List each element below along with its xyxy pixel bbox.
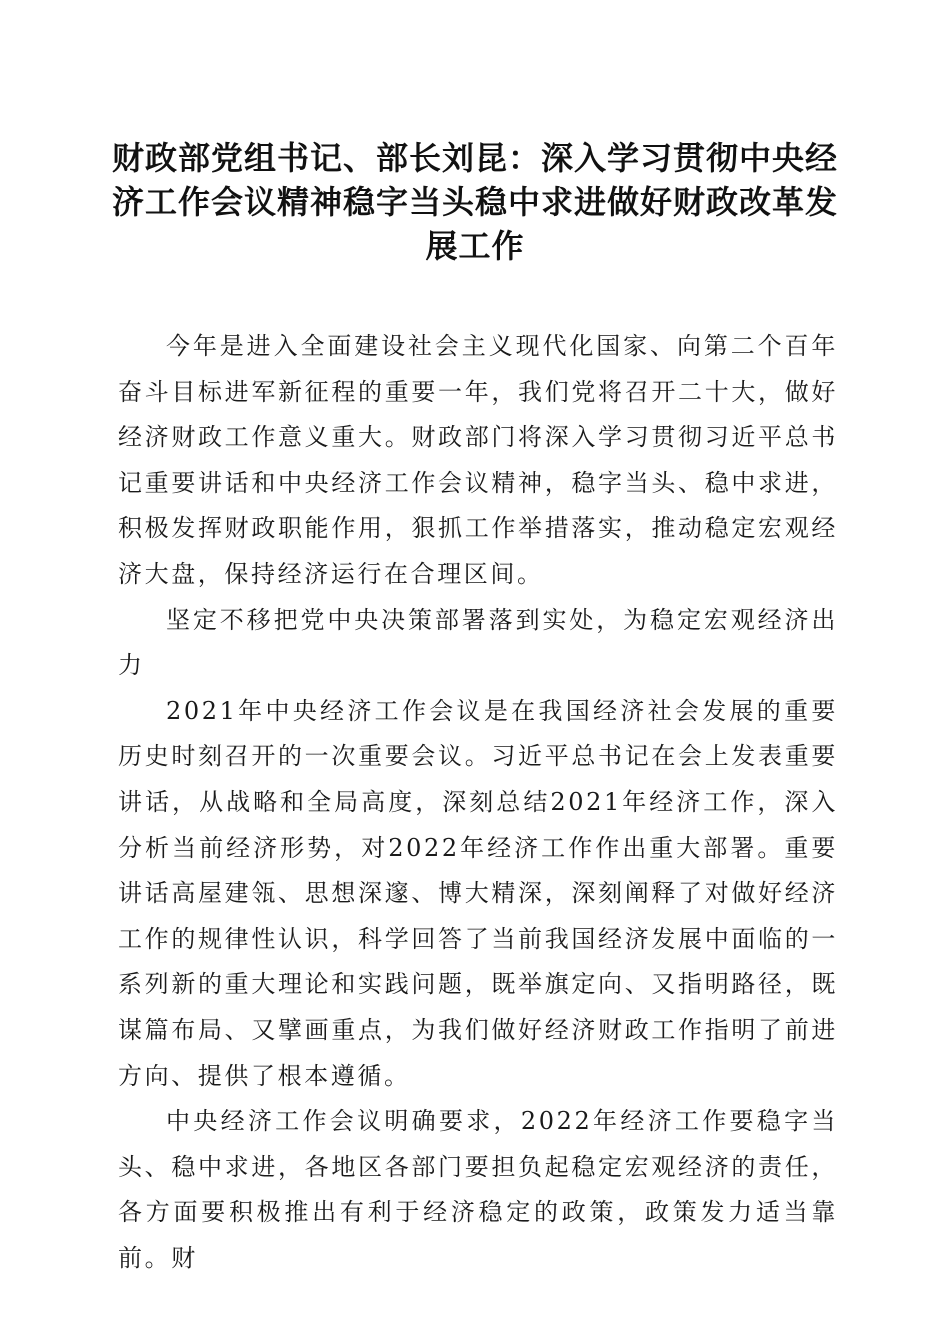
document-body [118,324,838,1281]
paragraph-conference: 2021年中央经济工作会议是在我国经济社会发展的重要历史时刻召开的一次重要会议。习近平总书记在会上发表重要讲话，从战略和全局高度，深刻总结2021年经济工作，深入分析当前经济形势，对2022年经济工作作出重大部署。重要讲话高屋建瓴、思想深邃、博大精深，深刻阐释了对做好经济工作的规律性认识，科学回答了当前我国经济发展中面临的一系列新的重大理论和实践问题，既举旗定向、又指明路径，既谋篇布局、又擘画重点，为我们做好经济财政工作指明了前进方向、提供了根本遵循。 [118,696,838,1090]
paragraph-intro: 今年是进入全面建设社会主义现代化国家、向第二个百年奋斗目标进军新征程的重要一年，我们党将召开二十大，做好经济财政工作意义重大。财政部门将深入学习贯彻习近平总书记重要讲话和中央经济工作会议精神，稳字当头、稳中求进，积极发挥财政职能作用，狠抓工作举措落实，推动稳定宏观经济大盘，保持经济运行在合理区间。 [118,332,838,588]
section-heading: 坚定不移把党中央决策部署落到实处，为稳定宏观经济出力 [118,605,838,680]
paragraph-requirements: 中央经济工作会议明确要求，2022年经济工作要稳字当头、稳中求进，各地区各部门要担负起稳定宏观经济的责任，各方面要积极推出有利于经济稳定的政策，政策发力适当靠前。财 [118,1107,838,1272]
document-title: 财政部党组书记、部长刘昆：深入学习贯彻中央经济工作会议精神稳字当头稳中求进做好财政改革发展工作 [111,139,838,265]
